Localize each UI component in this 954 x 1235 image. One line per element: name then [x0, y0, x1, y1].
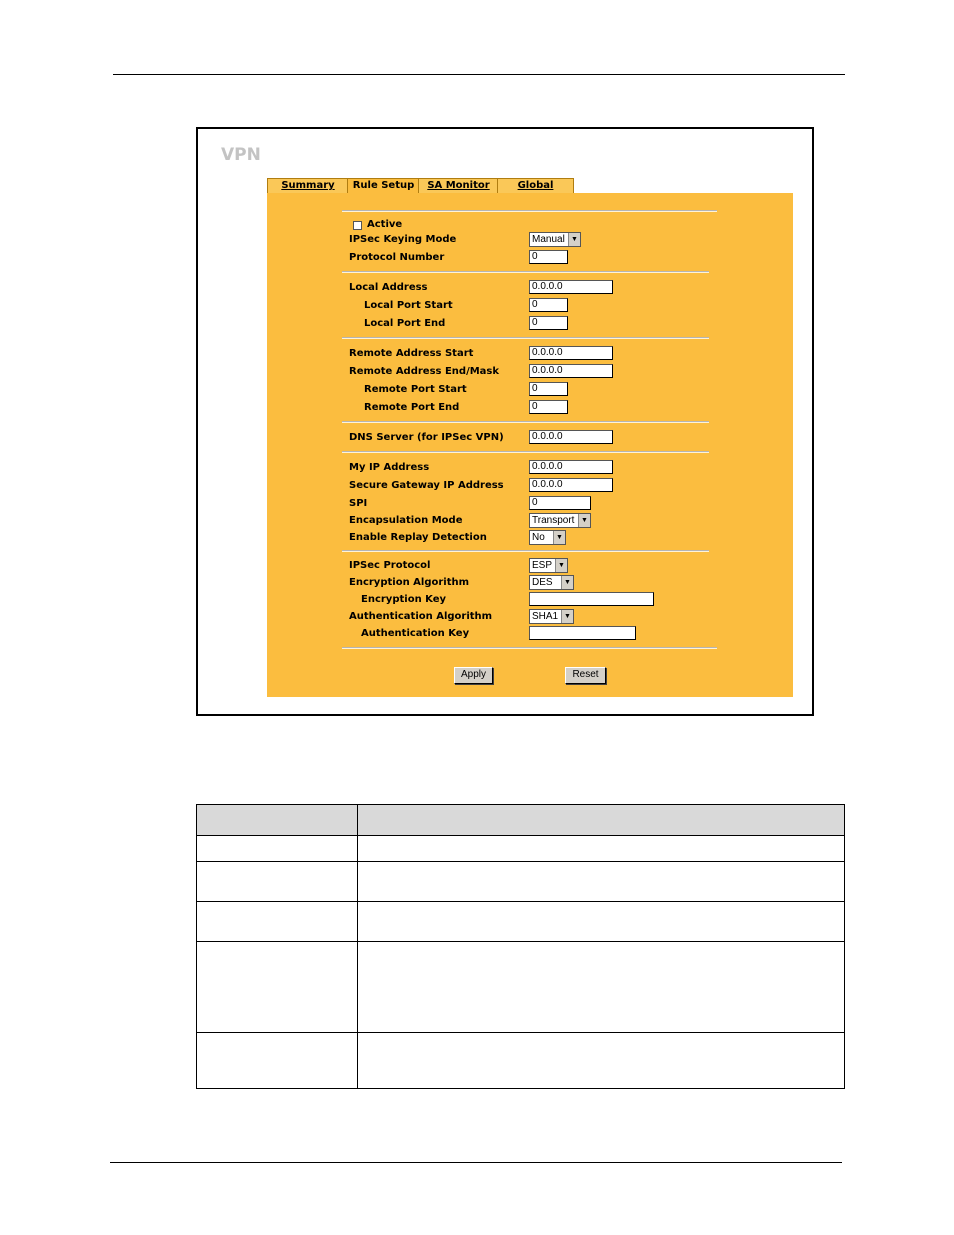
table-row [197, 1033, 844, 1088]
encryption-key-input[interactable] [529, 592, 654, 606]
authentication-algorithm-select[interactable] [529, 609, 574, 624]
chevron-down-icon: ▼ [578, 514, 590, 527]
spi-label: SPI [349, 498, 368, 509]
table-row [197, 942, 844, 1032]
section-divider [342, 337, 709, 339]
enable-replay-detection-value: No [532, 532, 545, 543]
remote-port-end-input[interactable]: 0 [529, 400, 568, 414]
encapsulation-mode-select[interactable] [529, 513, 591, 528]
local-port-start-input[interactable]: 0 [529, 298, 568, 312]
ipsec-protocol-value: ESP [532, 560, 553, 571]
active-label: Active [367, 219, 403, 230]
field-description-table [196, 804, 845, 1089]
remote-address-end-mask-input[interactable]: 0.0.0.0 [529, 364, 613, 378]
section-divider [342, 421, 709, 423]
encryption-algorithm-value: DES [532, 577, 553, 588]
encapsulation-mode-label: Encapsulation Mode [349, 515, 463, 526]
ipsec-keying-mode-label: IPSec Keying Mode [349, 234, 457, 245]
authentication-key-label: Authentication Key [361, 628, 470, 639]
section-divider [342, 451, 709, 453]
remote-address-start-label: Remote Address Start [349, 348, 474, 359]
encryption-algorithm-label: Encryption Algorithm [349, 577, 470, 588]
chevron-down-icon: ▼ [561, 576, 573, 589]
rule-setup-panel [267, 193, 793, 697]
dns-server-label: DNS Server (for IPSec VPN) [349, 432, 504, 443]
table-row [197, 862, 844, 901]
tab-rule-setup[interactable]: Rule Setup [347, 178, 420, 193]
reset-button[interactable]: Reset [565, 667, 606, 684]
authentication-algorithm-value: SHA1 [532, 611, 559, 622]
remote-address-end-mask-label: Remote Address End/Mask [349, 366, 500, 377]
remote-address-start-input[interactable]: 0.0.0.0 [529, 346, 613, 360]
vpn-rule-setup-window [196, 127, 814, 716]
chevron-down-icon: ▼ [555, 559, 567, 572]
page-header-rule [113, 74, 845, 75]
local-address-label: Local Address [349, 282, 428, 293]
authentication-algorithm-label: Authentication Algorithm [349, 611, 493, 622]
local-address-input[interactable]: 0.0.0.0 [529, 280, 613, 294]
page-title: VPN [221, 145, 261, 165]
encryption-algorithm-select[interactable] [529, 575, 574, 590]
tab-global-setting[interactable]: Global [497, 178, 574, 193]
my-ip-address-label: My IP Address [349, 462, 430, 473]
authentication-key-input[interactable] [529, 626, 636, 640]
page-footer-rule [110, 1162, 842, 1163]
table-row [197, 836, 844, 861]
encryption-key-label: Encryption Key [361, 594, 447, 605]
tab-sa-monitor[interactable]: SA Monitor [418, 178, 499, 193]
ipsec-protocol-label: IPSec Protocol [349, 560, 431, 571]
ipsec-protocol-select[interactable] [529, 558, 568, 573]
encapsulation-mode-value: Transport [532, 515, 575, 526]
active-checkbox[interactable] [353, 221, 362, 230]
my-ip-address-input[interactable]: 0.0.0.0 [529, 460, 613, 474]
enable-replay-detection-select[interactable] [529, 530, 566, 545]
table-column-divider [357, 805, 358, 1088]
spi-input[interactable]: 0 [529, 496, 591, 510]
ipsec-keying-mode-value: Manual [532, 234, 565, 245]
remote-port-start-label: Remote Port Start [364, 384, 467, 395]
dns-server-input[interactable]: 0.0.0.0 [529, 430, 613, 444]
chevron-down-icon: ▼ [568, 233, 580, 246]
chevron-down-icon: ▼ [553, 531, 565, 544]
section-divider [342, 550, 709, 552]
local-port-start-label: Local Port Start [364, 300, 453, 311]
section-divider [342, 647, 717, 649]
remote-port-start-input[interactable]: 0 [529, 382, 568, 396]
protocol-number-label: Protocol Number [349, 252, 445, 263]
local-port-end-input[interactable]: 0 [529, 316, 568, 330]
tab-summary[interactable]: Summary [267, 178, 349, 193]
enable-replay-detection-label: Enable Replay Detection [349, 532, 487, 543]
local-port-end-label: Local Port End [364, 318, 446, 329]
remote-port-end-label: Remote Port End [364, 402, 460, 413]
protocol-number-input[interactable]: 0 [529, 250, 568, 264]
section-divider [342, 271, 709, 273]
table-header-row [197, 805, 844, 835]
chevron-down-icon: ▼ [561, 610, 573, 623]
ipsec-keying-mode-select[interactable] [529, 232, 581, 247]
section-divider [342, 210, 717, 212]
apply-button[interactable]: Apply [454, 667, 493, 684]
secure-gateway-ip-label: Secure Gateway IP Address [349, 480, 504, 491]
table-row [197, 902, 844, 941]
secure-gateway-ip-input[interactable]: 0.0.0.0 [529, 478, 613, 492]
